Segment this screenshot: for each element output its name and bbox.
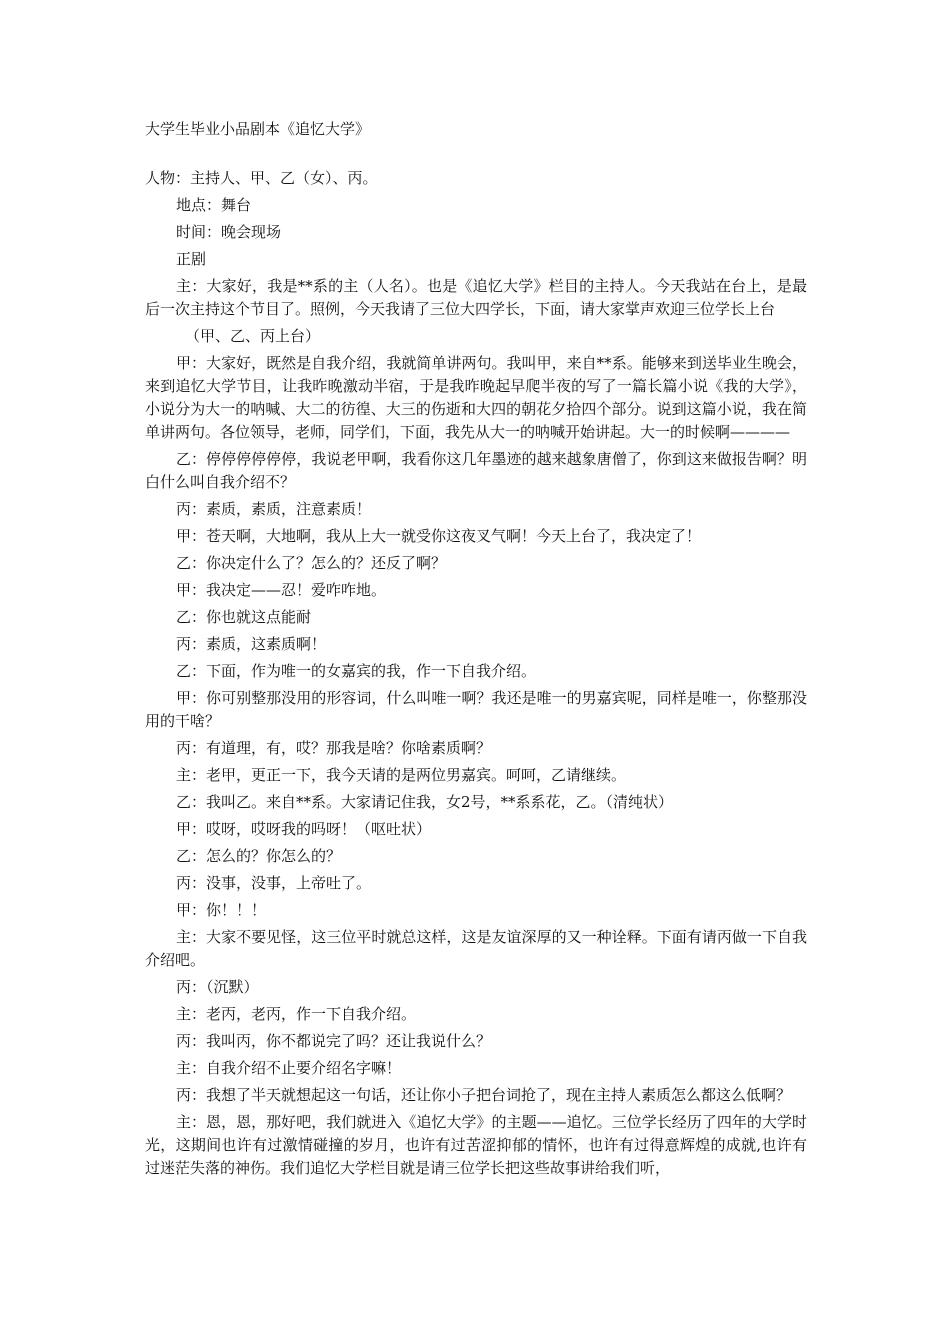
paragraph: 时间：晚会现场	[176, 223, 282, 241]
paragraph: 丙：（沉默）	[176, 978, 259, 996]
paragraph: 甲：哎呀，哎呀我的吗呀！（呕吐状）	[176, 820, 432, 838]
paragraph-list	[145, 167, 807, 1180]
paragraph: 人物：主持人、甲、乙（女）、丙。	[145, 169, 378, 187]
paragraph: 丙：我叫丙，你不都说完了吗？还让我说什么？	[176, 1032, 492, 1050]
paragraph: 主：大家不要见怪，这三位平时就总这样，这是友谊深厚的又一种诠释。下面有请丙做一下自我介绍吧。	[145, 928, 807, 969]
paragraph: 乙：下面，作为唯一的女嘉宾的我，作一下自我介绍。	[176, 662, 537, 680]
paragraph: 丙：没事，没事，上帝吐了。	[176, 874, 372, 892]
paragraph: 主：老甲，更正一下，我今天请的是两位男嘉宾。呵呵，乙请继续。	[176, 766, 627, 784]
paragraph: 丙：素质，这素质啊！	[176, 635, 327, 653]
paragraph: 正剧	[176, 250, 207, 268]
paragraph: 甲：大家好，既然是自我介绍，我就简单讲两句。我叫甲，来自**系。能够来到送毕业生晚会，来到追忆大学节目，让我昨晚激动半宿，于是我昨晚起早爬半夜的写了一篇长篇小说《我的大学》，小说分为大一的呐喊、大二的彷徨、大三的伤逝和大四的朝花夕拾四个部分。说到这篇小说，我在简单讲两句。各位领导，老师，同学们，下面，我先从大一的呐喊开始讲起。大一的时候啊————	[145, 354, 807, 441]
paragraph: 主：老丙，老丙，作一下自我介绍。	[176, 1005, 417, 1023]
paragraph: 乙：怎么的？你怎么的？	[176, 847, 342, 865]
paragraph: 乙：停停停停停停，我说老甲啊，我看你这几年墨迹的越来越象唐僧了，你到这来做报告啊？明白什么叫自我介绍不？	[145, 450, 807, 491]
paragraph: 甲：你！！！	[176, 901, 267, 919]
paragraph: 丙：素质，素质，注意素质！	[176, 500, 372, 518]
paragraph: 乙：我叫乙。来自**系。大家请记住我，女2号，**系系花，乙。（清纯状）	[176, 793, 674, 811]
paragraph: 丙：有道理，有，哎？那我是啥？你啥素质啊？	[176, 739, 492, 757]
paragraph: 甲：我决定——忍！爱咋咋地。	[176, 581, 387, 599]
paragraph: 乙：你决定什么了？怎么的？还反了啊？	[176, 554, 447, 572]
paragraph: 主：自我介绍不止要介绍名字嘛！	[176, 1059, 402, 1077]
paragraph: （甲、乙、丙上台）	[185, 327, 321, 345]
paragraph: 主：大家好，我是**系的主（人名）。也是《追忆大学》栏目的主持人。今天我站在台上，是最后一次主持这个节目了。照例，今天我请了三位大四学长，下面，请大家掌声欢迎三位学长上台	[145, 277, 807, 318]
paragraph: 地点：舞台	[176, 196, 252, 214]
paragraph: 丙：我想了半天就想起这一句话，还让你小子把台词抢了，现在主持人素质怎么都这么低啊？	[176, 1086, 792, 1104]
paragraph: 甲：苍天啊，大地啊，我从上大一就受你这夜叉气啊！今天上台了，我决定了！	[176, 527, 702, 545]
paragraph: 主：恩，恩，那好吧，我们就进入《追忆大学》的主题——追忆。三位学长经历了四年的大学时光，这期间也许有过激情碰撞的岁月，也许有过苦涩抑郁的情怀，也许有过得意辉煌的成就,也许有过迷茫失落的神伤。我们追忆大学栏目就是请三位学长把这些故事讲给我们听，	[145, 1113, 807, 1177]
paragraph: 乙：你也就这点能耐	[176, 608, 312, 626]
paragraph: 甲：你可别整那没用的形容词，什么叫唯一啊？我还是唯一的男嘉宾呢，同样是唯一，你整那没用的干啥？	[145, 689, 807, 730]
document-body	[145, 118, 807, 1180]
document-title: 大学生毕业小品剧本《追忆大学》	[145, 120, 371, 138]
